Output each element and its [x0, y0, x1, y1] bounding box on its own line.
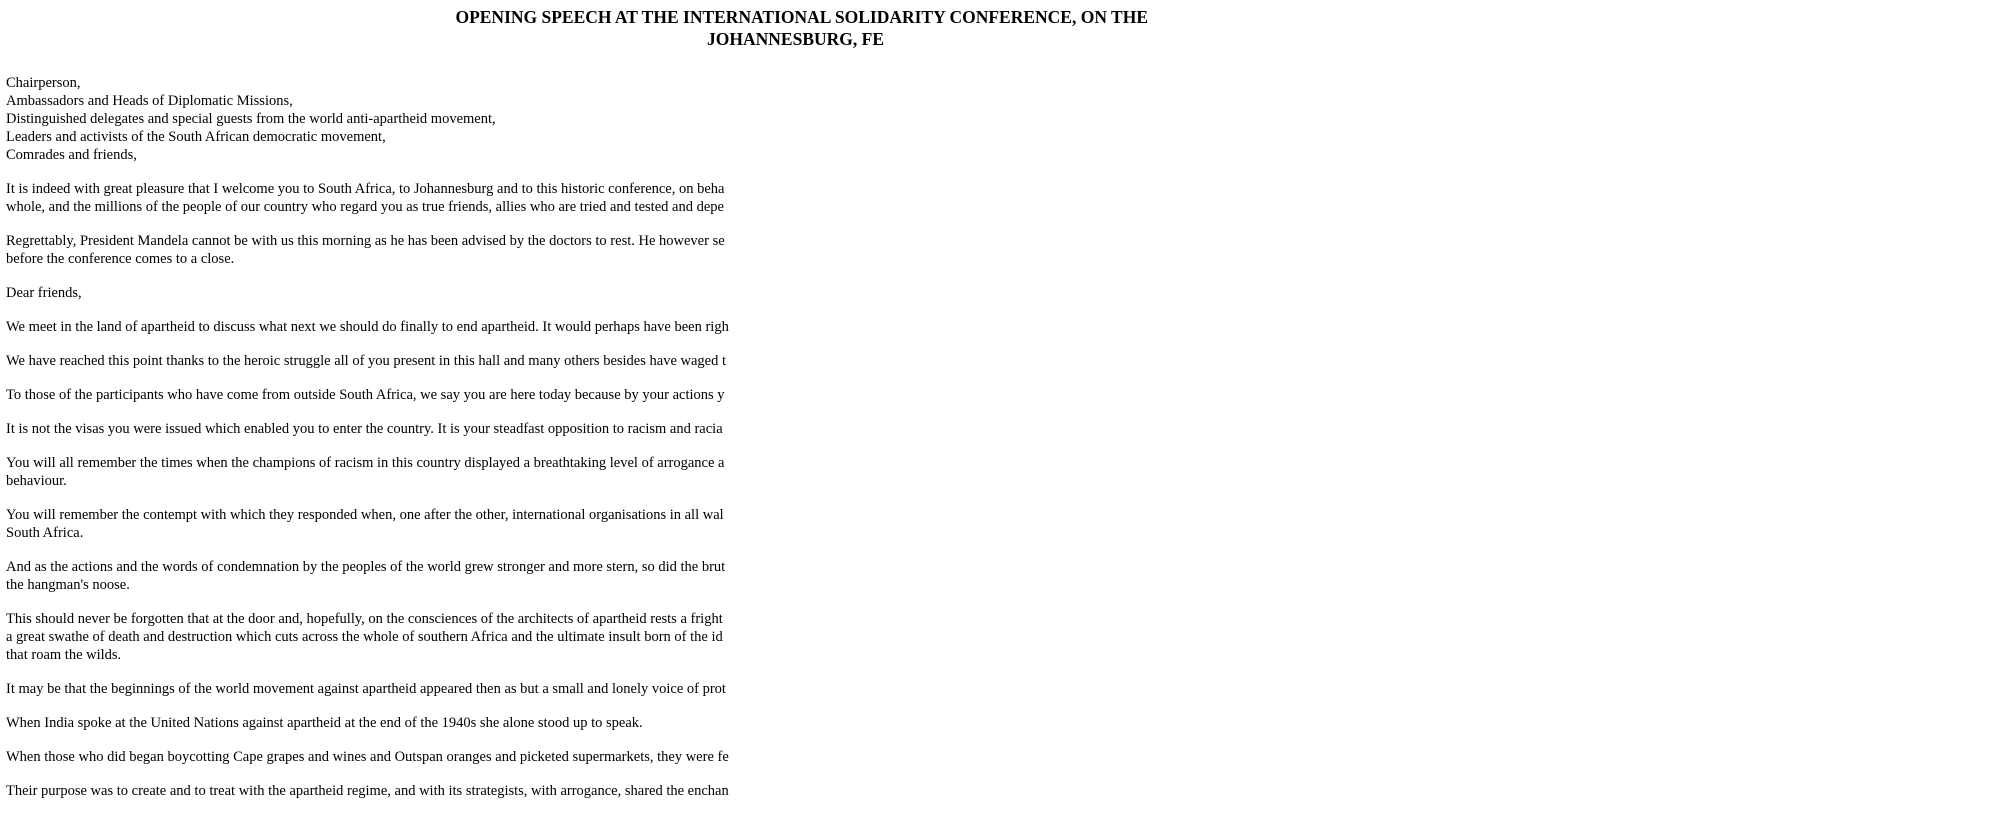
paragraph-line: And as the actions and the words of condemnation by the peoples of the world grew stronger and more stern, so did the brut — [6, 559, 726, 575]
paragraph-line: It may be that the beginnings of the world movement against apartheid appeared then as but a small and lonely voice of prot — [6, 681, 726, 697]
paragraph — [6, 680, 1606, 698]
salutation-line: Chairperson, — [6, 75, 81, 91]
salutation-line: Leaders and activists of the South African democratic movement, — [6, 129, 386, 145]
salutation-block — [6, 74, 2006, 164]
paragraph-line: Dear friends, — [6, 285, 82, 301]
paragraph — [6, 610, 1606, 664]
paragraph-line: You will all remember the times when the champions of racism in this country displayed a breathtaking level of arrogance a — [6, 455, 725, 471]
paragraph-line: that roam the wilds. — [6, 647, 122, 663]
title-line-1: OPENING SPEECH AT THE INTERNATIONAL SOLIDARITY CONFERENCE, ON THE — [455, 7, 1148, 27]
paragraph-line: When those who did began boycotting Cape grapes and wines and Outspan oranges and picketed supermarkets, they were fe — [6, 749, 729, 765]
paragraph — [6, 386, 1606, 404]
paragraph-line: behaviour. — [6, 473, 67, 489]
paragraph — [6, 180, 1606, 216]
paragraph-line: When India spoke at the United Nations against apartheid at the end of the 1940s she alone stood up to speak. — [6, 715, 643, 731]
paragraph-line: It is indeed with great pleasure that I welcome you to South Africa, to Johannesburg and to this historic conference, on beha — [6, 181, 725, 197]
paragraph — [6, 558, 1606, 594]
paragraph-line: a great swathe of death and destruction which cuts across the whole of southern Africa and the ultimate insult born of the id — [6, 629, 723, 645]
paragraph-line: It is not the visas you were issued which enabled you to enter the country. It is your steadfast opposition to racism and racia — [6, 421, 723, 437]
salutation-line: Distinguished delegates and special guests from the world anti-apartheid movement, — [6, 111, 496, 127]
paragraph-line: whole, and the millions of the people of our country who regard you as true friends, allies who are tried and tested and depe — [6, 199, 724, 215]
paragraph-line: the hangman's noose. — [6, 577, 130, 593]
paragraph — [6, 318, 1606, 336]
paragraph-line: To those of the participants who have come from outside South Africa, we say you are here today because by your actions y — [6, 387, 725, 403]
paragraph — [6, 714, 1606, 732]
salutation-line: Ambassadors and Heads of Diplomatic Missions, — [6, 93, 293, 109]
paragraph-line: This should never be forgotten that at the door and, hopefully, on the consciences of the architects of apartheid rests a fright — [6, 611, 723, 627]
paragraph — [6, 232, 1606, 268]
paragraph — [6, 748, 1606, 766]
paragraph-line: Their purpose was to create and to treat with the apartheid regime, and with its strategists, with arrogance, shared the enchan — [6, 783, 729, 799]
paragraph — [6, 506, 1606, 542]
paragraph — [6, 284, 1606, 302]
paragraph-line: South Africa. — [6, 525, 84, 541]
speech-body — [6, 74, 2006, 816]
paragraph-line: before the conference comes to a close. — [6, 251, 235, 267]
paragraph-line: We have reached this point thanks to the heroic struggle all of you present in this hall and many others besides have waged t — [6, 353, 727, 369]
paragraph — [6, 782, 1606, 800]
page-title — [0, 6, 1148, 50]
paragraph-line: You will remember the contempt with which they responded when, one after the other, international organisations in all wal — [6, 507, 724, 523]
paragraph — [6, 420, 1606, 438]
salutation-line: Comrades and friends, — [6, 147, 137, 163]
paragraph-line: Regrettably, President Mandela cannot be with us this morning as he has been advised by the doctors to rest. He however se — [6, 233, 725, 249]
paragraph-line: We meet in the land of apartheid to discuss what next we should do finally to end apartheid. It would perhaps have been righ — [6, 319, 729, 335]
title-line-2: JOHANNESBURG, FE — [707, 29, 884, 49]
paragraph — [6, 352, 1606, 370]
paragraph — [6, 454, 1606, 490]
